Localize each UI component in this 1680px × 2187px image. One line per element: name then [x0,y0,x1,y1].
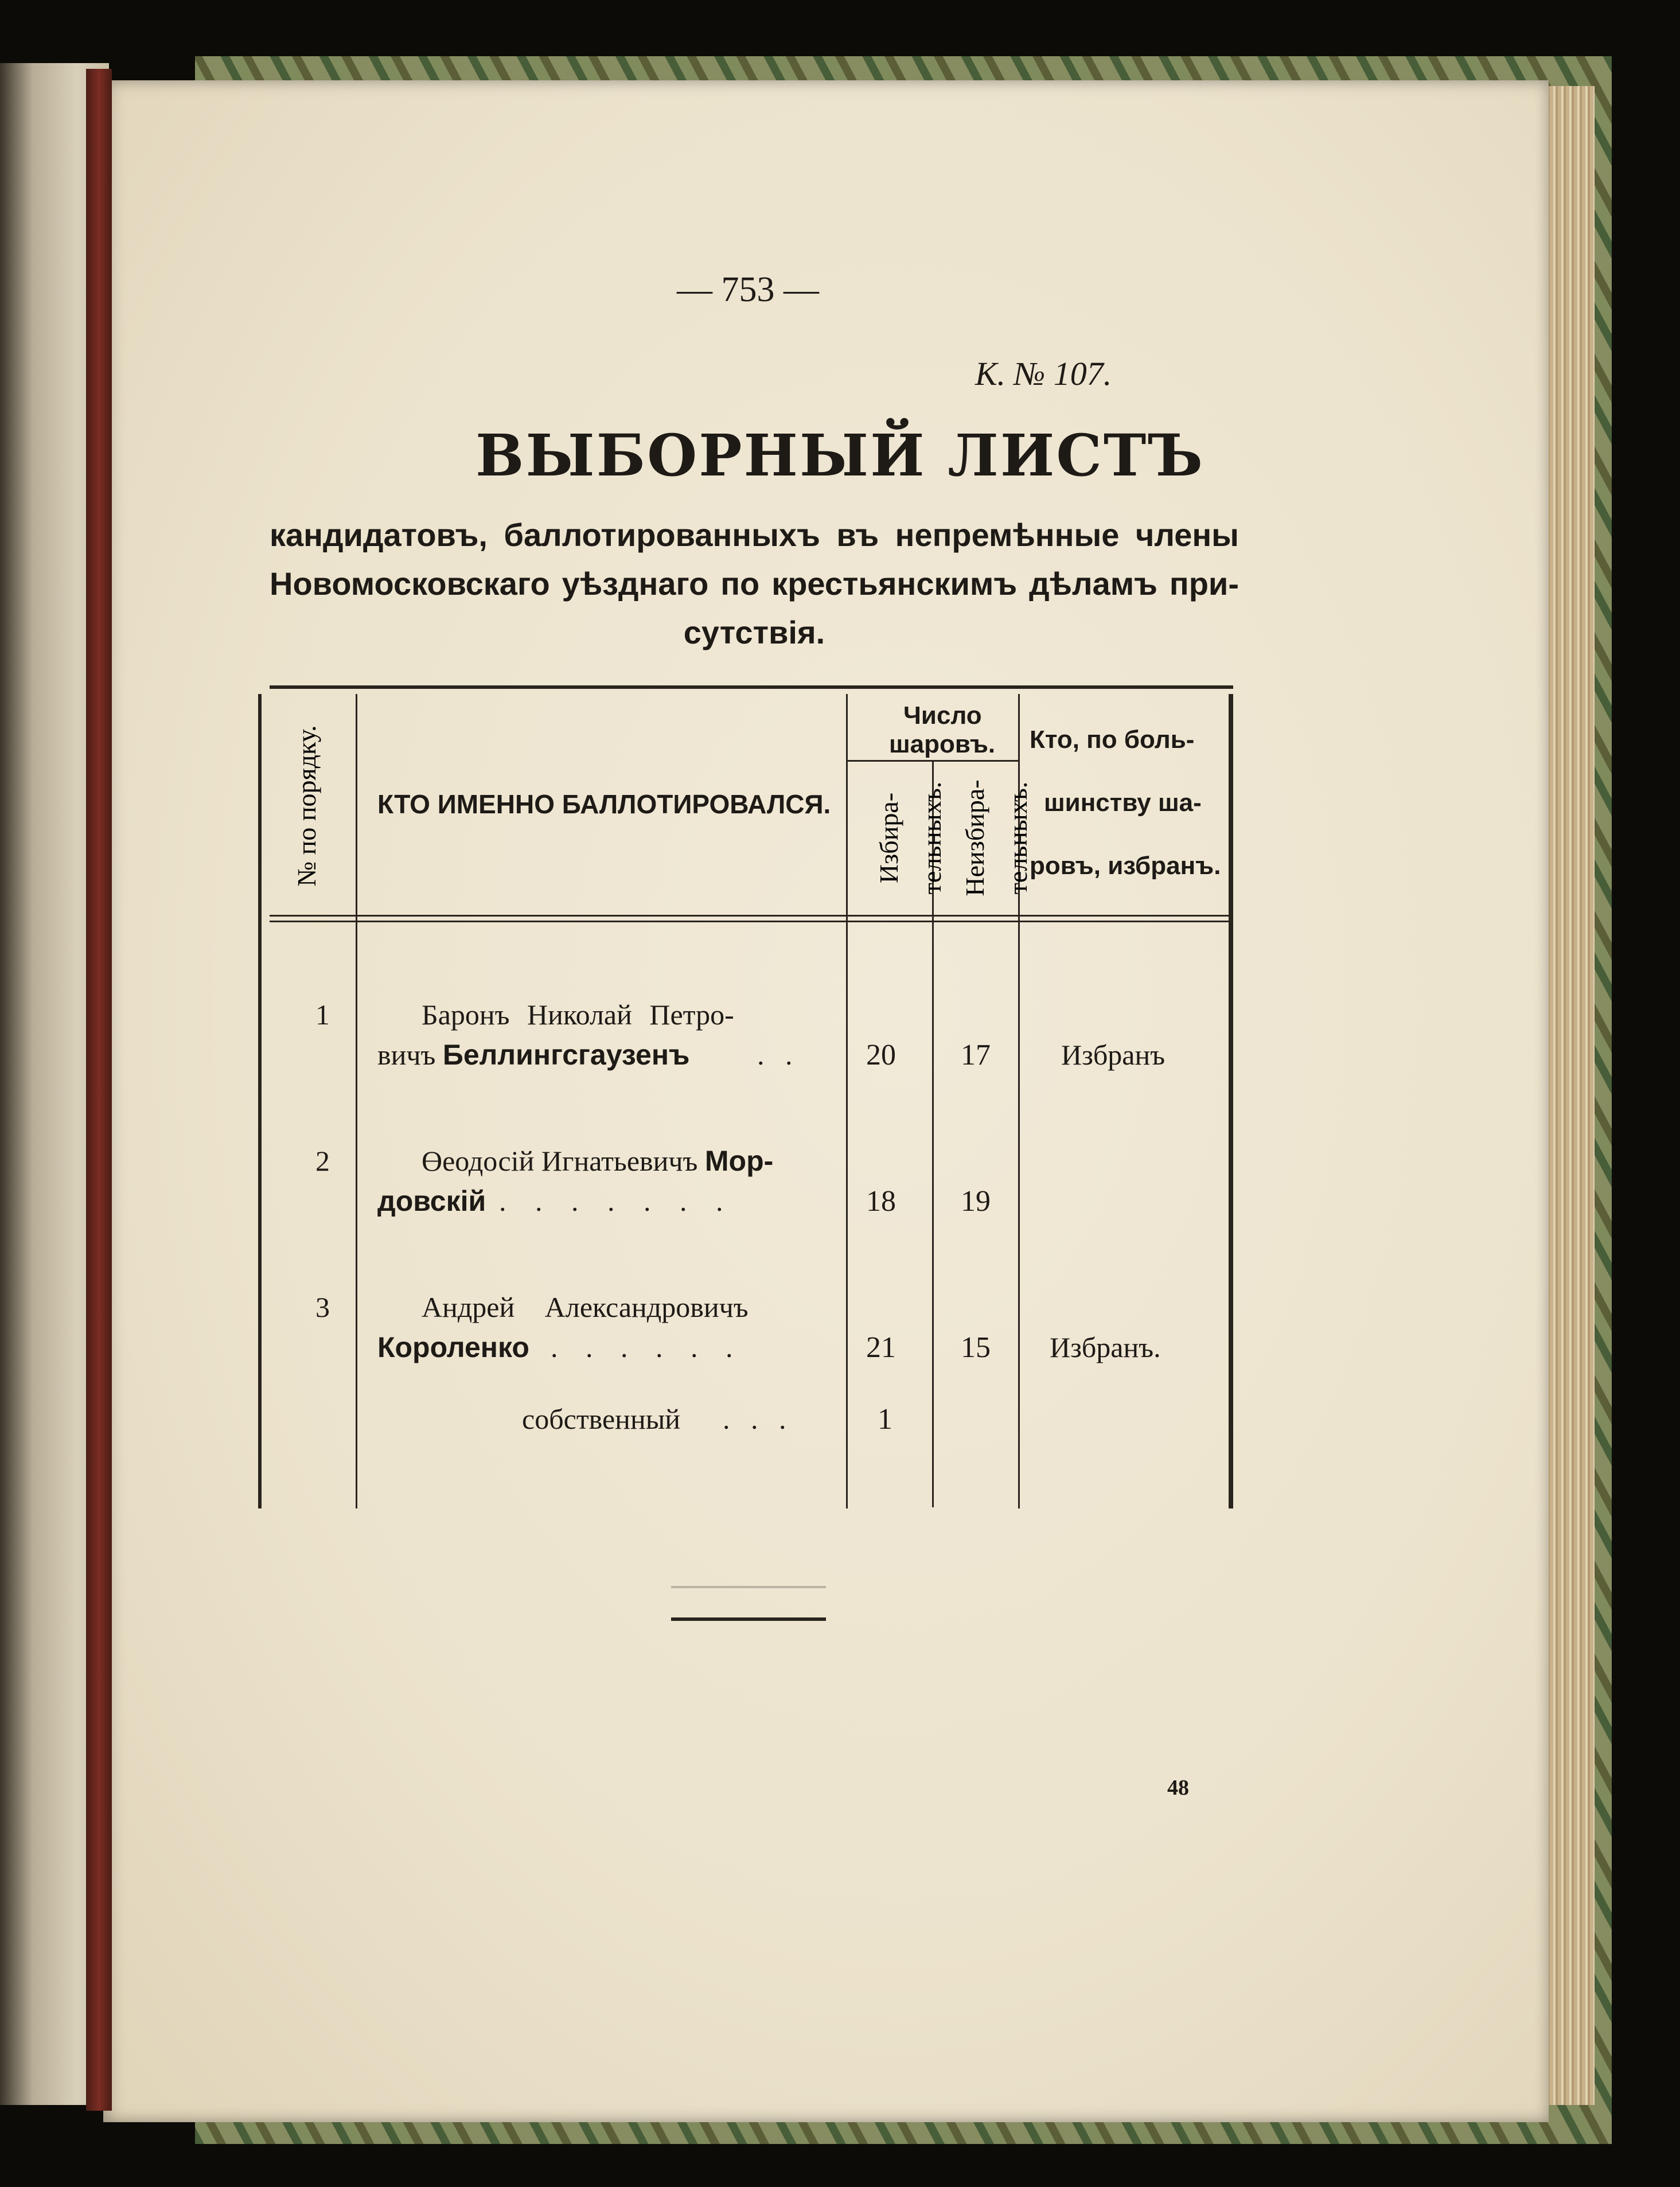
header-balls-2: шаровъ. [889,730,996,758]
col-rule-2 [846,694,848,1508]
table-right-border [1229,694,1233,1508]
header-elected-1: Кто, по боль- [1030,726,1195,754]
votes-for: 18 [866,1185,896,1218]
subtitle-line-1: кандидатовъ, баллотированныхъ въ непремѣнные члены [270,517,1239,553]
row-number: 3 [315,1291,330,1323]
header-number: № по порядку. [292,725,321,887]
closing-rule [671,1617,826,1621]
name-plain: Өеодосій Игнатьевичъ [422,1145,705,1177]
name-plain: вичъ [377,1039,443,1071]
candidate-name-line1: Баронъ Николай Петро- [422,999,734,1031]
votes-against: 17 [961,1039,991,1071]
votes-against: 15 [961,1331,991,1364]
candidate-name-line2 [377,1038,690,1071]
header-who: КТО ИМЕННО БАЛЛОТИРОВАЛСЯ. [377,789,831,819]
elected-status: Избранъ. [1050,1331,1161,1363]
header-rule-2 [270,921,1233,922]
elected-status: Избранъ [1061,1039,1166,1071]
signature-mark: 48 [1167,1776,1189,1800]
votes-for: 21 [866,1331,896,1364]
candidate-name-line2: Короленко [377,1331,529,1363]
header-balls-1: Число [903,701,982,730]
leader-dots: . . . . . . . [499,1185,723,1217]
row-number: 2 [315,1145,330,1177]
votes-against: 19 [961,1185,991,1218]
subtitle-line-2: Новомосковскаго уѣзднаго по крестьянскимъ дѣламъ при- [270,566,1239,602]
header-against-1: Неизбира- [960,779,989,896]
header-for-1: Избира- [874,792,903,884]
table-left-border [258,694,262,1508]
candidate-name-line1 [422,1144,773,1178]
leader-dots: . . . . . . [551,1331,733,1363]
bleed-through-rule [671,1586,826,1588]
document-reference: К. № 107. [975,355,1112,392]
row-number: 1 [315,999,330,1031]
candidate-name-line1: Андрей Александровичъ [422,1291,749,1323]
page-title: ВЫБОРНЫЙ ЛИСТЪ [475,422,1205,489]
book-spine [86,69,112,2111]
name-surname-part: Мор- [704,1145,774,1177]
ballot-table [258,685,1236,1511]
leader-dots: . . . [723,1403,786,1435]
page-number: — 753 — [677,270,819,309]
name-surname: Беллингсгаузенъ [442,1039,690,1071]
header-elected-3: ровъ, избранъ. [1030,852,1221,880]
subtitle-line-3: сутствія. [683,614,825,650]
candidate-name-line2: довскій [377,1185,486,1217]
leader-dots: . . [757,1039,793,1071]
own-vote-label: собственный [522,1403,681,1435]
col-rule-1 [356,694,357,1508]
votes-for: 20 [866,1039,896,1071]
header-rule-1 [270,915,1233,917]
header-against-2: тельныхъ. [1003,781,1032,895]
header-elected-2: шинству ша- [1044,789,1202,817]
own-vote-for: 1 [878,1403,892,1436]
header-for-2: тельныхъ. [917,781,946,895]
table-top-rule [270,685,1233,689]
